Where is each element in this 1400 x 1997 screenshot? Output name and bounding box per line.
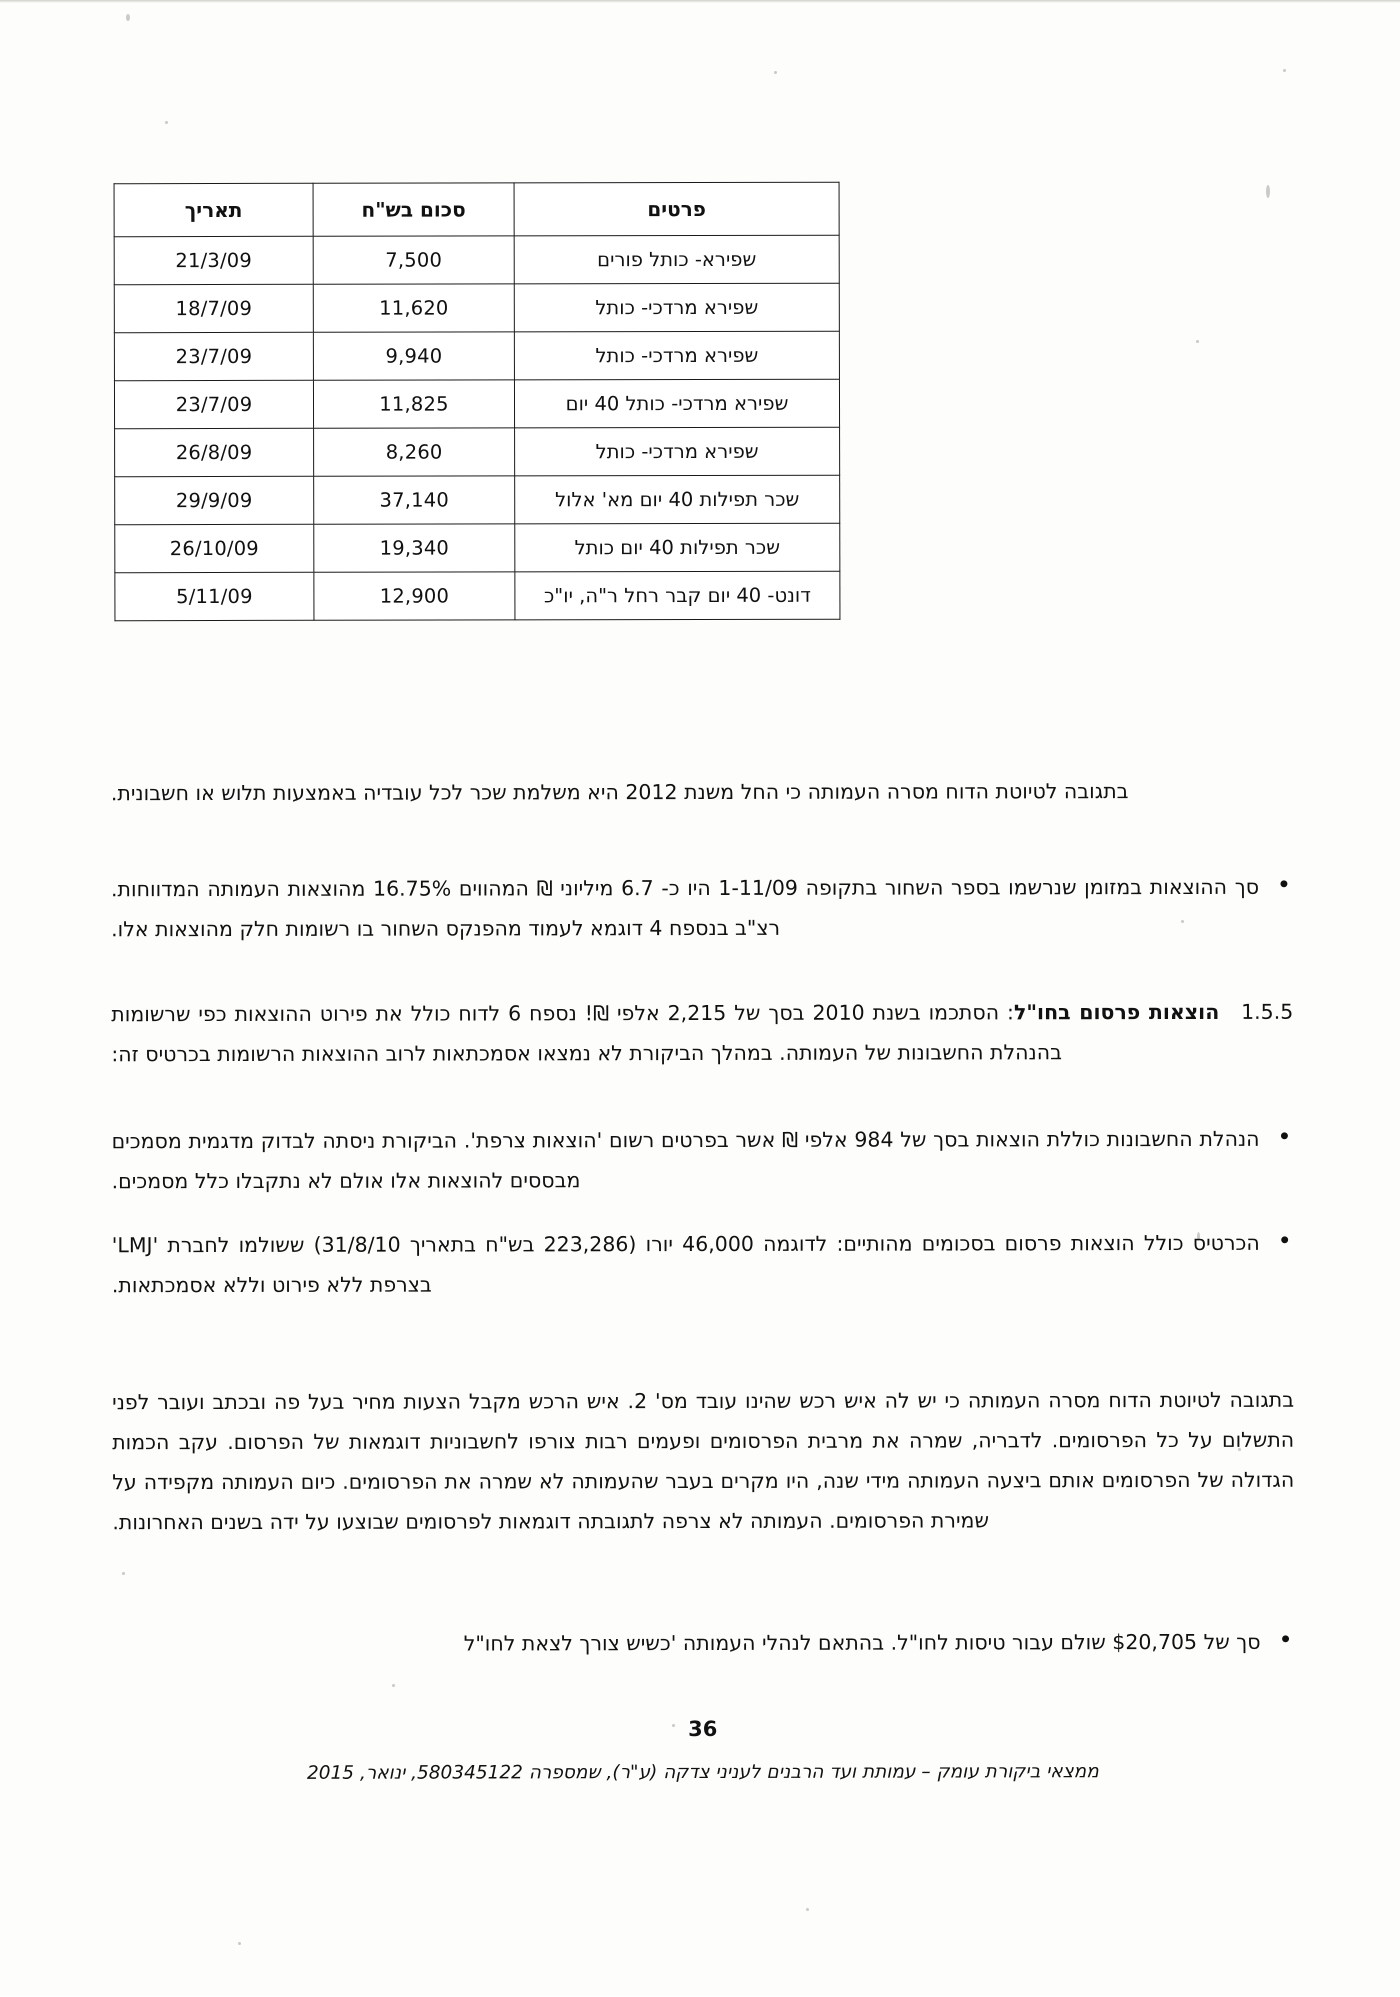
- cell-amount: 12,900: [314, 572, 515, 620]
- table-row: [115, 571, 840, 621]
- table-row: [115, 475, 840, 525]
- findings-bullets-block: [112, 1119, 1294, 1319]
- cash-bullet-list: [111, 867, 1293, 949]
- cell-date: 29/9/09: [115, 476, 314, 524]
- organization-response-paragraph: בתגובה לטיוטת הדוח מסרה העמותה כי יש לה איש רכש שהינו עובד מס' 2. איש הרכש מקבל הצעות מחיר בעל פה ובכתב ועובר לפני התשלום על כל הפרסומים. לדבריה, שמרה את מרבית הפרסומים ופעמים רבות צורפו לחשבוניות דוגמאות של הפרסום. עקב הכמות הגדולה של הפרסומים אותם ביצעה העמותה מידי שנה, היו מקרים בעבר שהעמותה לא שמרה את הפרסומים. כיום העמותה מקפידה על שמירת הפרסומים. העמותה לא צרפה לתגובתה דוגמאות לפרסומים שבוצעו על ידה בשנים האחרונות.: [112, 1387, 1295, 1535]
- cell-details: שפירא מרדכי- כותל: [515, 427, 840, 476]
- cell-date: 26/8/09: [115, 428, 314, 476]
- cell-date: 18/7/09: [114, 284, 313, 332]
- list-item: • הנהלת החשבונות כוללת הוצאות בסך של 984 אלפי ₪ אשר בפרטים רשום 'הוצאות צרפת'. הביקורת ניסתה לבדוק מדגמית מסמכים מבססים להוצאות אלו אולם לא נתקבלו כלל מסמכים.: [112, 1119, 1294, 1201]
- cell-date: 5/11/09: [115, 572, 314, 620]
- cell-date: 23/7/09: [114, 380, 313, 428]
- cell-amount: 11,825: [313, 380, 514, 428]
- table-row: [114, 235, 839, 285]
- section-1-5-5-block: [111, 992, 1293, 1074]
- cell-amount: 37,140: [314, 476, 515, 524]
- cell-amount: 19,340: [314, 524, 515, 572]
- table-row: [114, 379, 839, 429]
- list-item: • סך ההוצאות במזומן שנרשמו בספר השחור בתקופה 1-11/09 היו כ- 6.7 מיליוני ₪ המהווים 16.75% מהוצאות העמותה המדווחות. רצ"ב בנספח 4 דוגמא לעמוד מהפנקס השחור בו רשומות חלק מהוצאות אלו.: [111, 867, 1293, 949]
- section-title: הוצאות פרסום בחו"ל: [1013, 999, 1220, 1025]
- column-header-details: פרטים: [514, 182, 839, 236]
- table-row: [114, 283, 839, 333]
- flights-bullet-block: [113, 1622, 1295, 1678]
- response-paragraph: בתגובה לטיוטת הדוח מסרה העמותה כי החל משנת 2012 היא משלמת שכר לכל עובדיה באמצעות תלוש או חשבונית.: [110, 779, 1129, 806]
- cell-amount: 7,500: [313, 236, 514, 284]
- cell-date: 26/10/09: [115, 524, 314, 572]
- table-row: [115, 427, 840, 477]
- table-row: [115, 523, 840, 573]
- cell-date: 23/7/09: [114, 332, 313, 380]
- column-header-date: תאריך: [114, 183, 313, 236]
- cell-amount: 8,260: [314, 428, 515, 476]
- cell-details: שפירא מרדכי- כותל: [514, 283, 839, 332]
- table-header-row: [114, 182, 839, 237]
- section-text: : הסתכמו בשנת 2010 בסך של 2,215 אלפי ₪! נספח 6 לדוח כולל את פירוט ההוצאות כפי שרשומות בהנהלת החשבונות של העמותה. במהלך הביקורת לא נמצאו אסמכתאות לרוב ההוצאות הרשומות בכרטיס זה:: [111, 1000, 1063, 1067]
- table-row: [114, 331, 839, 381]
- cell-date: 21/3/09: [114, 236, 313, 284]
- cell-details: שכר תפילות 40 יום כותל: [515, 523, 840, 572]
- findings-bullet-list: [112, 1119, 1294, 1305]
- cell-details: שכר תפילות 40 יום מא' אלול: [515, 475, 840, 524]
- cell-amount: 9,940: [313, 332, 514, 380]
- section-number: 1.5.5: [1241, 999, 1294, 1024]
- flights-bullet-list: [113, 1622, 1295, 1664]
- list-item: • סך של $20,705 שולם עבור טיסות לחו"ל. בהתאם לנהלי העמותה 'כשיש צורך לצאת לחו"ל: [113, 1622, 1295, 1664]
- cell-details: שפירא מרדכי- כותל: [514, 331, 839, 380]
- cell-details: דונט- 40 יום קבר רחל ר"ה, יו"כ: [515, 571, 840, 620]
- page-number: 36: [688, 1716, 718, 1742]
- cash-bullet-block: [111, 867, 1293, 963]
- expenses-table: [114, 182, 841, 622]
- section-paragraph: [111, 992, 1293, 1074]
- column-header-amount: סכום בש"ח: [313, 183, 514, 236]
- cell-details: שפירא מרדכי- כותל 40 יום: [514, 379, 839, 428]
- cell-amount: 11,620: [313, 284, 514, 332]
- cell-details: שפירא- כותל פורים: [514, 235, 839, 284]
- list-item: • הכרטיס כולל הוצאות פרסום בסכומים מהותיים: לדוגמה 46,000 יורו (223,286 בש"ח בתאריך 31/8/10) ששולמו לחברת 'LMJ' בצרפת ללא פירוט וללא אסמכתאות.: [112, 1223, 1294, 1305]
- expenses-table-wrapper: [169, 182, 841, 621]
- footer-note: ממצאי ביקורת עומק – עמותת ועד הרבנים לעניני צדקה (ע"ר), שמספרה 580345122, ינואר, 2015: [306, 1761, 1099, 1784]
